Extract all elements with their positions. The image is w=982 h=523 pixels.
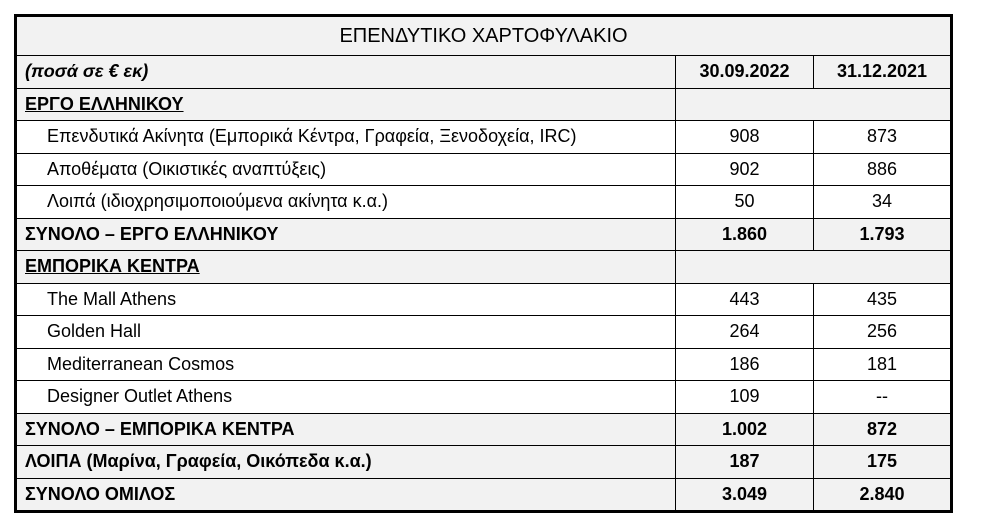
column-header-2: 31.12.2021	[814, 56, 952, 89]
table-row	[16, 153, 952, 186]
grand-total-value-1: 3.049	[676, 478, 814, 512]
row-value-1: 186	[676, 348, 814, 381]
row-value-1: 264	[676, 316, 814, 349]
row-value-2: 873	[814, 121, 952, 154]
table-row	[16, 121, 952, 154]
row-value-1: 109	[676, 381, 814, 414]
row-value-2: 34	[814, 186, 952, 219]
grand-total-value-2: 2.840	[814, 478, 952, 512]
section-heading-row	[16, 251, 952, 284]
table-row	[16, 316, 952, 349]
table-row	[16, 283, 952, 316]
row-label: Designer Outlet Athens	[16, 381, 676, 414]
grand-total-label: ΣΥΝΟΛΟ ΟΜΙΛΟΣ	[16, 478, 676, 512]
row-label: Λοιπά (ιδιοχρησιμοποιούμενα ακίνητα κ.α.)	[16, 186, 676, 219]
total-label: ΣΥΝΟΛΟ – ΕΜΠΟΡΙΚΑ ΚΕΝΤΡΑ	[16, 413, 676, 446]
row-value-1: 902	[676, 153, 814, 186]
table-title-row	[16, 16, 952, 56]
row-value-2: 435	[814, 283, 952, 316]
total-value-2: 1.793	[814, 218, 952, 251]
total-value-1: 1.002	[676, 413, 814, 446]
row-value-1: 443	[676, 283, 814, 316]
table-title: ΕΠΕΝΔΥΤΙΚΟ ΧΑΡΤΟΦΥΛΑΚΙΟ	[16, 16, 952, 56]
row-value-2: 256	[814, 316, 952, 349]
row-label: Αποθέματα (Οικιστικές αναπτύξεις)	[16, 153, 676, 186]
grand-total-row	[16, 478, 952, 512]
section-heading-row	[16, 88, 952, 121]
row-label: The Mall Athens	[16, 283, 676, 316]
section-heading: ΕΜΠΟΡΙΚΑ ΚΕΝΤΡΑ	[16, 251, 676, 284]
section-heading: ΕΡΓΟ ΕΛΛΗΝΙΚΟΥ	[16, 88, 676, 121]
other-value-1: 187	[676, 446, 814, 479]
row-value-2: 181	[814, 348, 952, 381]
row-label: Επενδυτικά Ακίνητα (Εμπορικά Κέντρα, Γραφεία, Ξενοδοχεία, IRC)	[16, 121, 676, 154]
section-total-row	[16, 218, 952, 251]
unit-label: (ποσά σε € εκ)	[16, 56, 676, 89]
row-label: Mediterranean Cosmos	[16, 348, 676, 381]
total-value-1: 1.860	[676, 218, 814, 251]
table-row	[16, 186, 952, 219]
table-row	[16, 381, 952, 414]
table-row	[16, 348, 952, 381]
row-value-1: 908	[676, 121, 814, 154]
other-value-2: 175	[814, 446, 952, 479]
column-header-1: 30.09.2022	[676, 56, 814, 89]
row-value-1: 50	[676, 186, 814, 219]
row-value-2: 886	[814, 153, 952, 186]
row-label: Golden Hall	[16, 316, 676, 349]
section-total-row	[16, 413, 952, 446]
total-value-2: 872	[814, 413, 952, 446]
other-label: ΛΟΙΠΑ (Μαρίνα, Γραφεία, Οικόπεδα κ.α.)	[16, 446, 676, 479]
row-value-2: --	[814, 381, 952, 414]
investment-portfolio-table	[14, 14, 953, 513]
table-header-row	[16, 56, 952, 89]
total-label: ΣΥΝΟΛΟ – ΕΡΓΟ ΕΛΛΗΝΙΚΟΥ	[16, 218, 676, 251]
other-row	[16, 446, 952, 479]
